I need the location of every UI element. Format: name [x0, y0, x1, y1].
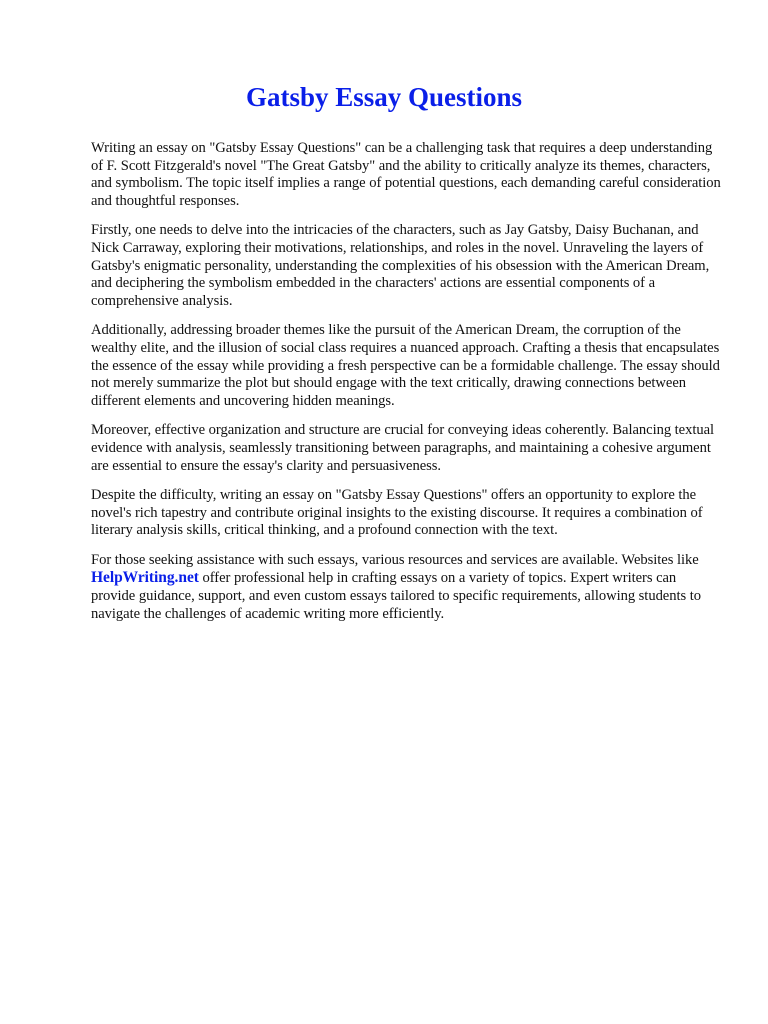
paragraph-themes: Additionally, addressing broader themes like the pursuit of the American Dream, the corruption of the wealthy elite, and the illusion of social class requires a nuanced approach. Crafting a thesis that encapsulates the essence of the essay while providing a fresh perspective can be a formidable challenge. The essay should not merely summarize the plot but should engage with the text critically, drawing connections between different elements and uncovering hidden meanings.: [91, 322, 720, 409]
helpwriting-link[interactable]: HelpWriting.net: [91, 569, 199, 587]
assistance-text-before: For those seeking assistance with such essays, various resources and services are available. Websites like: [91, 551, 699, 568]
assistance-text-after: offer professional help in crafting essays on a variety of topics. Expert writers can provide guidance, support, and even custom essays tailored to specific requirements, allowing students to navigate the challenges of academic writing more efficiently.: [91, 570, 701, 622]
paragraph-organization: Moreover, effective organization and structure are crucial for conveying ideas coherently. Balancing textual evidence with analysis, seamlessly transitioning between paragraphs, and maintaining a cohesive argument are essential to ensure the essay's clarity and persuasiveness.: [91, 422, 715, 474]
document-body: [91, 140, 723, 623]
paragraph-assistance: [91, 552, 723, 623]
paragraph-characters: Firstly, one needs to delve into the intricacies of the characters, such as Jay Gatsby, Daisy Buchanan, and Nick Carraway, exploring their motivations, relationships, and roles in the novel. Unraveling the layers of Gatsby's enigmatic personality, understanding the complexities of his obsession with the American Dream, and deciphering the symbolism embedded in the characters' actions are essential components of a comprehensive analysis.: [91, 222, 710, 309]
page-title: Gatsby Essay Questions: [245, 82, 523, 112]
paragraph-difficulty: Despite the difficulty, writing an essay on "Gatsby Essay Questions" offers an opportunity to explore the novel's rich tapestry and contribute original insights to the existing discourse. It requires a combination of literary analysis skills, critical thinking, and a profound connection with the text.: [91, 487, 703, 539]
paragraph-intro: Writing an essay on "Gatsby Essay Questions" can be a challenging task that requires a deep understanding of F. Scott Fitzgerald's novel "The Great Gatsby" and the ability to critically analyze its themes, characters, and symbolism. The topic itself implies a range of potential questions, each demanding careful consideration and thoughtful responses.: [91, 140, 721, 209]
